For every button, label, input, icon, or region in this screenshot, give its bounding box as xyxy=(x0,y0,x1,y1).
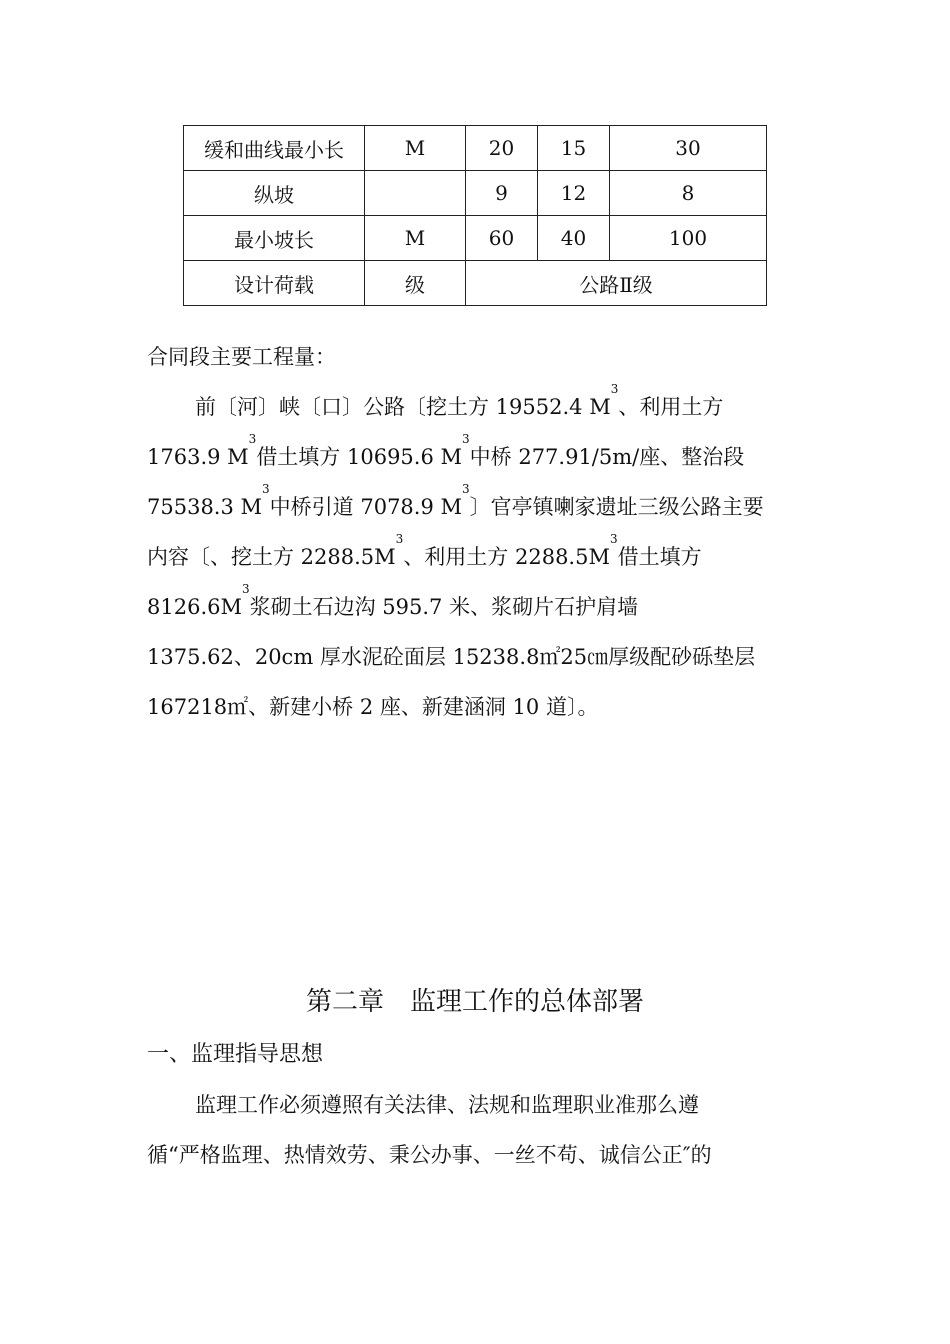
paragraph-text: 8126.6M xyxy=(147,595,242,619)
paragraph-text: 1763.9 M xyxy=(147,445,249,469)
table-cell: 15 xyxy=(538,126,610,171)
paragraph-text: 中桥引道 7078.9 M xyxy=(269,495,463,519)
paragraph-line: 循“严格监理、热情效劳、秉公办事、一丝不苟、诚信公正″的 xyxy=(147,1143,712,1167)
table-cell: 缓和曲线最小长 xyxy=(184,126,365,171)
table-cell: M xyxy=(365,126,466,171)
table-cell: M xyxy=(365,216,466,261)
paragraph-text: 中桥 277.91/5m/座、整治段 xyxy=(469,445,745,469)
paragraph-text: 浆砌土石边沟 595.7 米、浆砌片石护肩墙 xyxy=(249,595,639,619)
paragraph-text: 75538.3 M xyxy=(147,495,263,519)
table-cell-merged: 公路Ⅱ级 xyxy=(466,261,767,306)
table-cell: 纵坡 xyxy=(184,171,365,216)
paragraph-text: 内容〔、挖土方 2288.5M xyxy=(147,545,396,569)
table-cell: 40 xyxy=(538,216,610,261)
table-cell: 设计荷载 xyxy=(184,261,365,306)
paragraph-line xyxy=(147,432,745,472)
paragraph-line xyxy=(195,382,724,422)
paragraph-line xyxy=(147,482,764,522)
paragraph-text: 、利用土方 2288.5M xyxy=(403,545,610,569)
superscript: 3 xyxy=(248,432,257,446)
table-row xyxy=(184,171,767,216)
table-row xyxy=(184,126,767,171)
paragraph-text: 〕官亭镇喇家遗址三级公路主要 xyxy=(469,495,764,519)
section-heading: 合同段主要工程量： xyxy=(147,345,336,369)
table-cell xyxy=(365,171,466,216)
paragraph-line: 监理工作必须遵照有关法律、法规和监理职业准那么遵 xyxy=(195,1093,699,1117)
superscript: 3 xyxy=(609,532,618,546)
table-cell: 8 xyxy=(610,171,767,216)
paragraph-text: 、利用土方 xyxy=(618,395,724,419)
chapter-title: 第二章 监理工作的总体部署 xyxy=(305,987,644,1017)
superscript: 3 xyxy=(241,582,250,596)
paragraph-text: 借土填方 10695.6 M xyxy=(256,445,463,469)
paragraph-line: 167218㎡、新建小桥 2 座、新建涵洞 10 道〕。 xyxy=(147,695,599,719)
paragraph-line xyxy=(147,582,639,622)
superscript: 3 xyxy=(462,432,470,446)
table-row xyxy=(184,261,767,306)
table-cell: 最小坡长 xyxy=(184,216,365,261)
table-cell: 20 xyxy=(466,126,538,171)
table-cell: 12 xyxy=(538,171,610,216)
table-cell: 9 xyxy=(466,171,538,216)
superscript: 3 xyxy=(610,382,619,396)
table-row xyxy=(184,216,767,261)
paragraph-line xyxy=(147,532,702,572)
paragraph-line: 1375.62、20cm 厚水泥砼面层 15238.8㎡25㎝厚级配砂砾垫层 xyxy=(147,645,756,669)
table-cell: 级 xyxy=(365,261,466,306)
superscript: 3 xyxy=(462,482,470,496)
subsection-title: 一、监理指导思想 xyxy=(147,1042,324,1067)
paragraph-text: 借土填方 xyxy=(617,545,702,569)
table-cell: 60 xyxy=(466,216,538,261)
spec-table xyxy=(183,125,767,306)
table-cell: 30 xyxy=(610,126,767,171)
superscript: 3 xyxy=(395,532,404,546)
paragraph-text: 前〔河〕峡〔口〕公路〔挖土方 19552.4 M xyxy=(195,395,611,419)
superscript: 3 xyxy=(262,482,270,496)
table-cell: 100 xyxy=(610,216,767,261)
